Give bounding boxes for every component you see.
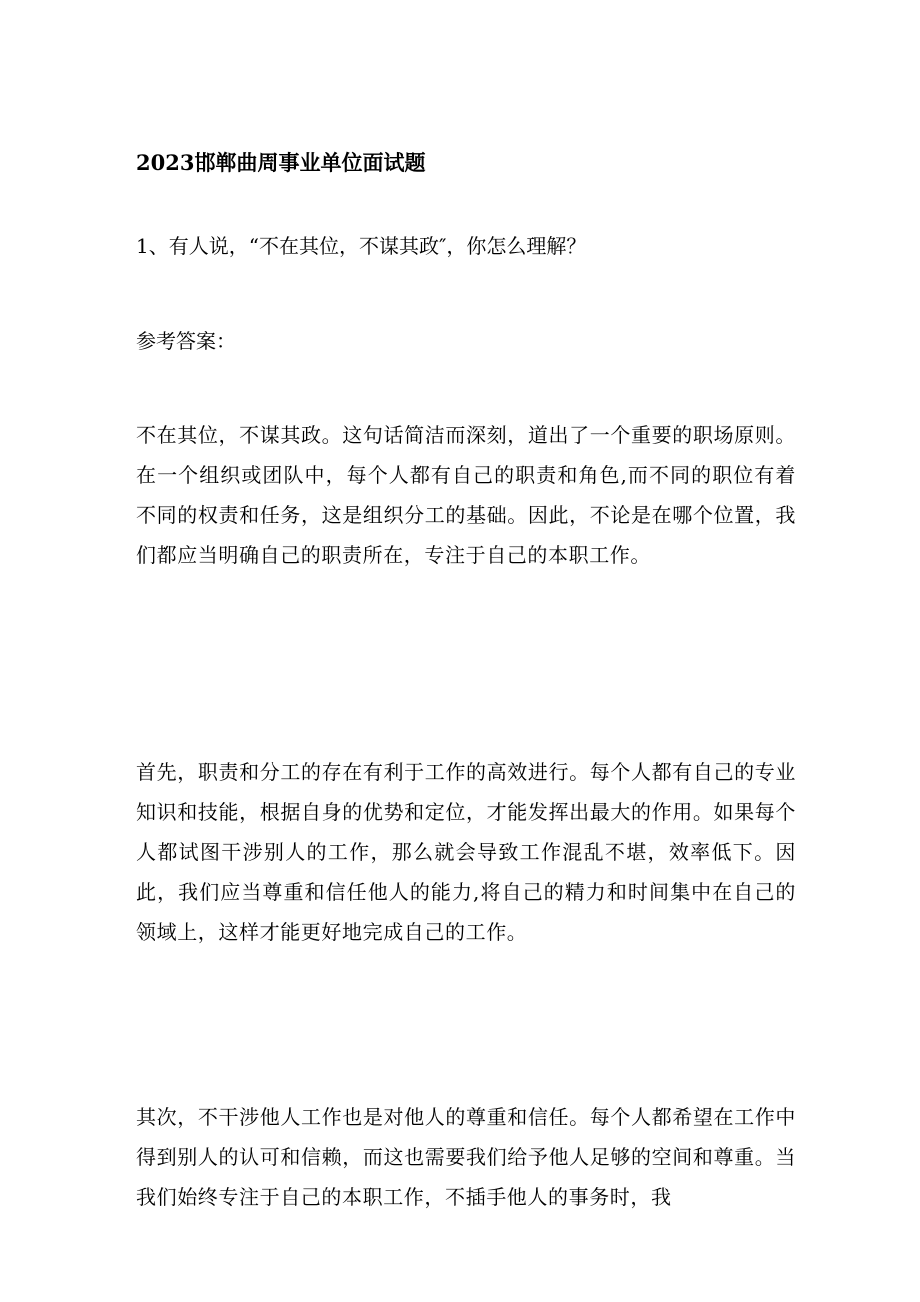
answer-paragraph: 不在其位，不谋其政。这句话简洁而深刻，道出了一个重要的职场原则。在一个组织或团队中，每个人都有自己的职责和角色,而不同的职位有着不同的权责和任务，这是组织分工的基础。因此，不论是在哪个位置，我们都应当明确自己的职责所在，专注于自己的本职工作。 — [136, 423, 796, 567]
answer-label: 参考答案： — [136, 329, 236, 353]
question-text: 1、有人说，“不在其位，不谋其政″，你怎么理解？ — [136, 234, 587, 258]
answer-paragraph: 首先，职责和分工的存在有利于工作的高效进行。每个人都有自己的专业知识和技能，根据自身的优势和定位，才能发挥出最大的作用。如果每个人都试图干涉别人的工作，那么就会导致工作混乱不堪，效率低下。因此，我们应当尊重和信任他人的能力,将自己的精力和时间集中在自己的领域上，这样才能更好地完成自己的工作。 — [136, 760, 796, 944]
document-title: 2023邯郸曲周事业单位面试题 — [136, 150, 426, 175]
answer-paragraph: 其次，不干涉他人工作也是对他人的尊重和信任。每个人都希望在工作中得到别人的认可和信赖，而这也需要我们给予他人足够的空间和尊重。当我们始终专注于自己的本职工作，不插手他人的事务时，我 — [136, 1105, 796, 1209]
